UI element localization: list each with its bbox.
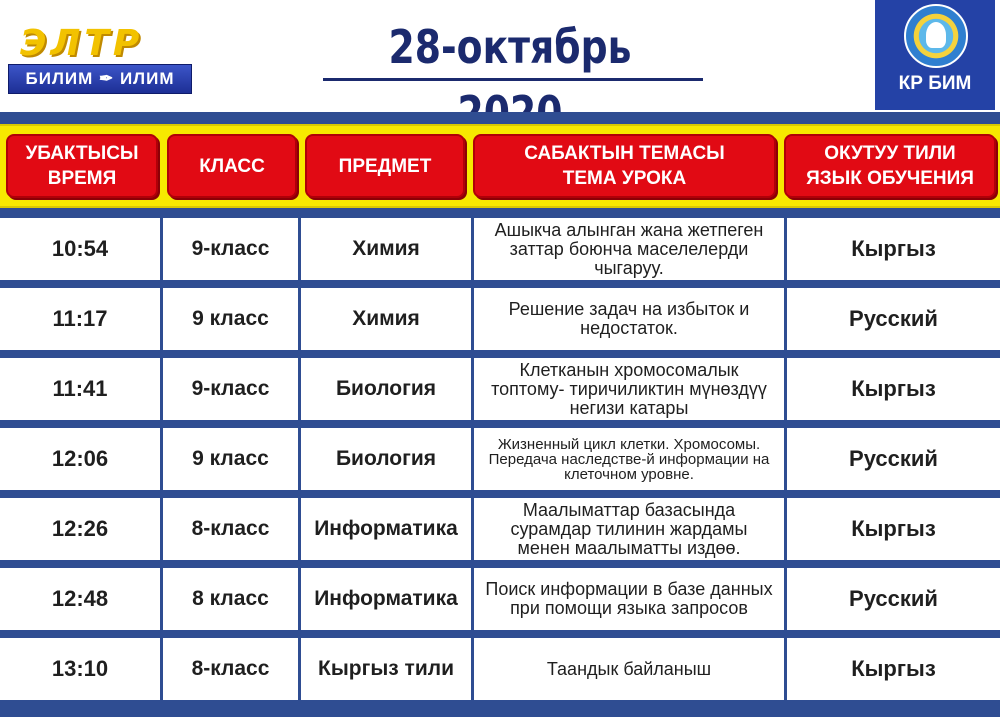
- row-time: 12:06: [51, 446, 109, 471]
- table-row: [0, 498, 1000, 560]
- row-class: 8-класс: [191, 517, 270, 540]
- row-time: 12:26: [51, 516, 109, 541]
- row-class: 9-класс: [191, 377, 270, 400]
- row-topic: Решение задач на избыток и недостаток.: [508, 299, 750, 338]
- header-time-ru: ВРЕМЯ: [47, 168, 117, 189]
- header-language-ru: ЯЗЫК ОБУЧЕНИЯ: [806, 168, 974, 189]
- row-topic: Маалыматтар базасында сурамдар тилинин жардамы менен маалыматты издөө.: [510, 499, 748, 558]
- header-class: [167, 134, 297, 198]
- row-subject: Кыргыз тили: [318, 657, 454, 680]
- header-class-label: КЛАСС: [199, 155, 265, 177]
- header-subject: [305, 134, 465, 198]
- row-subject: Информатика: [314, 587, 458, 610]
- logo-band: БИЛИМ ✒ ИЛИМ: [8, 64, 192, 94]
- eltr-logo: [8, 23, 192, 96]
- table-row: [0, 568, 1000, 630]
- table-row: [0, 288, 1000, 350]
- row-class: 9 класс: [192, 447, 269, 470]
- header-time-kg: УБАКТЫСЫ: [25, 143, 139, 164]
- logo-wordmark: ЭЛТР: [20, 23, 144, 64]
- row-time: 10:54: [51, 236, 109, 261]
- row-time: 11:17: [52, 306, 108, 331]
- header-language: [784, 134, 996, 198]
- header-subject-label: ПРЕДМЕТ: [338, 155, 432, 177]
- table-row: [0, 638, 1000, 700]
- row-subject: Биология: [335, 377, 437, 400]
- row-class: 9 класс: [192, 307, 269, 330]
- header-topic-kg: САБАКТЫН ТЕМАСЫ: [524, 143, 725, 164]
- row-topic: Жизненный цикл клетки. Хромосомы. Передача наследстве-й информации на клеточном уровне.: [488, 435, 770, 483]
- row-language: Русский: [849, 446, 938, 471]
- row-separator: [0, 630, 1000, 638]
- title-underline: [323, 78, 703, 81]
- row-separator: [0, 280, 1000, 288]
- row-separator: [0, 420, 1000, 428]
- top-banner: [0, 0, 1000, 112]
- row-language: Кыргыз: [851, 236, 936, 261]
- row-subject: Биология: [335, 447, 437, 470]
- row-language: Кыргыз: [851, 376, 936, 401]
- row-language: Русский: [849, 306, 938, 331]
- row-class: 8 класс: [192, 587, 269, 610]
- header-time: [6, 134, 158, 198]
- row-separator: [0, 350, 1000, 358]
- bottom-band: [0, 700, 1000, 717]
- table-header: [0, 124, 1000, 208]
- kr-bim-label: КР БИМ: [898, 73, 972, 94]
- header-topic: [473, 134, 776, 198]
- row-language: Кыргыз: [851, 516, 936, 541]
- row-topic: Таандык байланыш: [546, 658, 712, 679]
- header-language-kg: ОКУТУУ ТИЛИ: [824, 143, 956, 164]
- row-time: 12:48: [51, 586, 109, 611]
- row-time: 11:41: [52, 376, 108, 401]
- table-row: [0, 428, 1000, 490]
- row-topic: Ашыкча алынган жана жетпеген заттар боюнча маселелерди чыгаруу.: [494, 219, 764, 278]
- eagle-icon: [926, 22, 946, 48]
- row-class: 8-класс: [191, 657, 270, 680]
- kr-bim-logo: [875, 0, 995, 110]
- row-separator: [0, 490, 1000, 498]
- row-language: Кыргыз: [851, 656, 936, 681]
- row-topic: Клетканын хромосомалык топтому- тиричиликтин мүнөздүү негизи катары: [491, 359, 767, 418]
- row-class: 9-класс: [191, 237, 270, 260]
- header-topic-ru: ТЕМА УРОКА: [562, 168, 687, 189]
- row-topic: Поиск информации в базе данных при помощи языка запросов: [485, 579, 773, 618]
- row-subject: Химия: [352, 237, 420, 260]
- row-subject: Химия: [352, 307, 420, 330]
- row-language: Русский: [849, 586, 938, 611]
- table-row: [0, 358, 1000, 420]
- emblem-icon: [904, 4, 968, 68]
- row-separator: [0, 208, 1000, 218]
- table-row: [0, 218, 1000, 280]
- page-title: 28-октябрь: [388, 20, 632, 74]
- row-subject: Информатика: [314, 517, 458, 540]
- row-separator: [0, 560, 1000, 568]
- row-time: 13:10: [51, 656, 109, 681]
